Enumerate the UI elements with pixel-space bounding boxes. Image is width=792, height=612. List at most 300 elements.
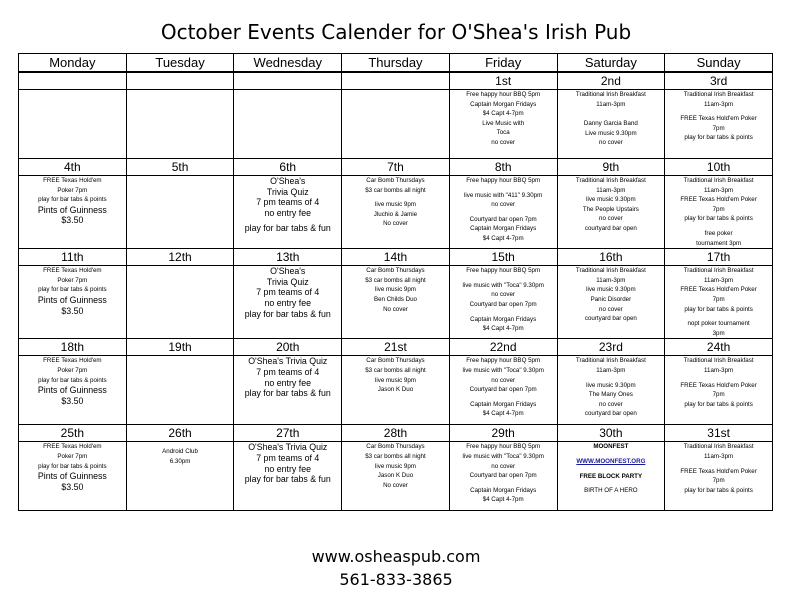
event-line-wrap bbox=[234, 309, 341, 320]
event-line: FREE Texas Hold'em Poker bbox=[680, 196, 757, 204]
event-line: Trivia Quiz bbox=[266, 186, 309, 197]
events-cell bbox=[665, 356, 773, 425]
event-line-wrap bbox=[19, 385, 126, 396]
events-cell bbox=[342, 356, 450, 425]
event-line: FREE Texas Hold'em Poker bbox=[680, 467, 757, 475]
event-line: No cover bbox=[383, 220, 408, 228]
event-line: Free happy hour BBQ 5pm bbox=[466, 357, 541, 365]
event-line: FREE Texas Hold'em bbox=[43, 443, 102, 451]
event-line-wrap bbox=[234, 223, 341, 234]
event-line-wrap bbox=[342, 305, 449, 315]
date-cell: 26th bbox=[126, 425, 234, 442]
events-row bbox=[19, 176, 773, 249]
event-line-wrap bbox=[558, 457, 665, 467]
event-line-wrap bbox=[558, 486, 665, 496]
event-line-wrap bbox=[19, 396, 126, 407]
event-line-wrap bbox=[450, 138, 557, 148]
event-line: no cover bbox=[491, 376, 516, 384]
date-row bbox=[19, 159, 773, 176]
event-line-wrap bbox=[665, 124, 772, 134]
events-cell bbox=[234, 266, 342, 339]
event-line: 11am-3pm bbox=[704, 276, 734, 284]
event-line: FREE Texas Hold'em bbox=[43, 267, 102, 275]
event-line-wrap bbox=[450, 495, 557, 505]
event-line-wrap bbox=[558, 195, 665, 205]
events-cell bbox=[234, 90, 342, 159]
event-line-wrap bbox=[342, 385, 449, 395]
date-cell: 18th bbox=[19, 339, 127, 356]
event-line: Trivia Quiz bbox=[266, 276, 309, 287]
event-line-wrap bbox=[234, 378, 341, 389]
date-cell bbox=[126, 72, 234, 90]
event-line: MOONFEST bbox=[593, 443, 629, 451]
weekday-wednesday: Wednesday bbox=[234, 54, 342, 73]
event-line-wrap bbox=[558, 129, 665, 139]
event-line: Traditional Irish Breakfast bbox=[683, 267, 754, 275]
event-line: Poker 7pm bbox=[57, 366, 88, 374]
event-line: Jason K Duo bbox=[377, 386, 414, 394]
event-line-wrap bbox=[665, 366, 772, 376]
event-line-wrap bbox=[558, 390, 665, 400]
event-line: FREE Texas Hold'em Poker bbox=[680, 381, 757, 389]
date-cell: 19th bbox=[126, 339, 234, 356]
event-line: Captain Morgan Fridays bbox=[470, 400, 537, 408]
event-line: 7 pm teams of 4 bbox=[256, 287, 320, 298]
event-line: Car Bomb Thursdays bbox=[366, 443, 425, 451]
event-line-wrap bbox=[450, 266, 557, 276]
date-cell: 20th bbox=[234, 339, 342, 356]
event-line: 11am-3pm bbox=[704, 100, 734, 108]
event-line: FREE Texas Hold'em bbox=[43, 357, 102, 365]
event-line-wrap bbox=[558, 205, 665, 215]
event-line: play for bar tabs & fun bbox=[244, 474, 331, 485]
event-line-wrap bbox=[342, 376, 449, 386]
event-line-wrap bbox=[234, 208, 341, 219]
event-line: Car Bomb Thursdays bbox=[366, 357, 425, 365]
event-line-wrap bbox=[665, 329, 772, 339]
event-line-wrap bbox=[234, 464, 341, 475]
event-line-wrap bbox=[665, 229, 772, 239]
event-line: Traditional Irish Breakfast bbox=[683, 443, 754, 451]
event-line-wrap bbox=[234, 277, 341, 288]
event-line-wrap bbox=[342, 471, 449, 481]
event-line: Free happy hour BBQ 5pm bbox=[466, 177, 541, 184]
event-line-wrap bbox=[450, 90, 557, 100]
event-line-wrap bbox=[342, 266, 449, 276]
date-cell: 7th bbox=[342, 159, 450, 176]
date-cell: 9th bbox=[557, 159, 665, 176]
event-line: play for bar tabs & points bbox=[38, 462, 107, 470]
events-cell bbox=[342, 266, 450, 339]
date-row bbox=[19, 249, 773, 266]
event-line-wrap bbox=[450, 442, 557, 452]
event-line-wrap bbox=[558, 276, 665, 286]
date-cell: 23rd bbox=[557, 339, 665, 356]
event-line: $3 car bombs all night bbox=[365, 186, 426, 194]
event-line: Courtyard bar open 7pm bbox=[469, 300, 537, 308]
weekday-sunday: Sunday bbox=[665, 54, 773, 73]
event-line-wrap bbox=[342, 176, 449, 186]
event-line-wrap bbox=[450, 471, 557, 481]
event-line-wrap bbox=[127, 457, 234, 467]
date-cell: 21st bbox=[342, 339, 450, 356]
event-line: play for bar tabs & points bbox=[38, 286, 107, 294]
event-line: Jason K Duo bbox=[377, 472, 414, 480]
event-line-wrap bbox=[665, 442, 772, 452]
event-line-wrap bbox=[19, 276, 126, 286]
event-line-wrap bbox=[450, 366, 557, 376]
event-line: nopt poker tournament bbox=[687, 320, 750, 328]
event-line-wrap bbox=[665, 381, 772, 391]
event-line-wrap bbox=[234, 187, 341, 198]
event-line-wrap bbox=[19, 482, 126, 493]
event-line: Poker 7pm bbox=[57, 186, 88, 194]
event-line-wrap bbox=[450, 356, 557, 366]
event-line: Poker 7pm bbox=[57, 452, 88, 460]
events-cell bbox=[342, 442, 450, 511]
event-line-wrap bbox=[665, 239, 772, 249]
events-row bbox=[19, 442, 773, 511]
event-line: 11am-3pm bbox=[596, 276, 626, 284]
event-line-wrap bbox=[450, 400, 557, 410]
event-line: play for bar tabs & points bbox=[684, 305, 753, 313]
date-cell: 29th bbox=[449, 425, 557, 442]
weekday-friday: Friday bbox=[449, 54, 557, 73]
event-line: Courtyard bar open 7pm bbox=[469, 472, 537, 480]
event-line-wrap bbox=[19, 205, 126, 216]
events-cell bbox=[19, 442, 127, 511]
event-line-wrap bbox=[19, 285, 126, 295]
event-line-wrap bbox=[19, 366, 126, 376]
events-cell bbox=[665, 442, 773, 511]
event-line: play for bar tabs & points bbox=[684, 486, 753, 494]
event-line-wrap bbox=[450, 119, 557, 129]
event-line: 11am-3pm bbox=[596, 366, 626, 374]
event-line-wrap bbox=[19, 266, 126, 276]
event-line-wrap bbox=[19, 195, 126, 205]
event-line-wrap bbox=[558, 442, 665, 452]
event-line-wrap bbox=[558, 285, 665, 295]
event-line: live music with "411" 9.30pm bbox=[464, 191, 543, 199]
event-line-wrap bbox=[234, 266, 341, 277]
event-line-wrap bbox=[19, 442, 126, 452]
date-cell: 2nd bbox=[557, 72, 665, 90]
event-line-wrap bbox=[665, 295, 772, 305]
event-line: Pints of Guinness bbox=[37, 294, 107, 305]
event-line: Toca bbox=[496, 129, 510, 137]
event-line: no cover bbox=[491, 138, 516, 146]
date-row bbox=[19, 339, 773, 356]
events-row bbox=[19, 356, 773, 425]
event-line: 3pm bbox=[712, 329, 725, 337]
event-line: $4 Capt 4-7pm bbox=[482, 410, 524, 418]
event-line: FREE BLOCK PARTY bbox=[579, 472, 643, 480]
date-cell: 16th bbox=[557, 249, 665, 266]
event-line-wrap bbox=[450, 486, 557, 496]
event-line: No cover bbox=[383, 305, 408, 313]
event-line-wrap bbox=[558, 214, 665, 224]
event-line-wrap bbox=[234, 388, 341, 399]
event-line-wrap bbox=[342, 276, 449, 286]
event-line-wrap bbox=[19, 176, 126, 186]
event-line-wrap bbox=[19, 471, 126, 482]
event-line: Free happy hour BBQ 5pm bbox=[466, 443, 541, 451]
event-line-wrap bbox=[665, 356, 772, 366]
event-line: Pints of Guinness bbox=[37, 471, 107, 482]
date-cell: 15th bbox=[449, 249, 557, 266]
event-line: Captain Morgan Fridays bbox=[470, 315, 537, 323]
event-line: The People Upstairs bbox=[582, 205, 639, 213]
date-cell: 8th bbox=[449, 159, 557, 176]
event-line: $4 Capt 4-7pm bbox=[482, 496, 524, 504]
events-cell bbox=[342, 176, 450, 249]
event-line: play for bar tabs & points bbox=[38, 196, 107, 204]
event-line: O'Shea's bbox=[270, 176, 306, 186]
event-line-wrap bbox=[342, 462, 449, 472]
event-line: play for bar tabs & fun bbox=[244, 308, 331, 319]
date-cell: 13th bbox=[234, 249, 342, 266]
event-line: Live music 9.30pm bbox=[585, 129, 637, 137]
event-line-wrap bbox=[665, 195, 772, 205]
event-line-wrap bbox=[665, 186, 772, 196]
events-cell bbox=[342, 90, 450, 159]
events-cell bbox=[234, 356, 342, 425]
event-line: 11am-3pm bbox=[596, 100, 626, 108]
event-line: No cover bbox=[383, 481, 408, 489]
event-line: $4 Capt 4-7pm bbox=[482, 325, 524, 333]
event-line-wrap bbox=[342, 452, 449, 462]
event-line-wrap bbox=[450, 315, 557, 325]
event-line-wrap bbox=[450, 234, 557, 244]
event-line-wrap bbox=[558, 224, 665, 234]
event-line: free poker bbox=[704, 229, 733, 237]
event-line: $3.50 bbox=[61, 305, 84, 316]
date-cell: 6th bbox=[234, 159, 342, 176]
event-line-wrap bbox=[558, 295, 665, 305]
event-line-wrap bbox=[558, 119, 665, 129]
event-line-wrap bbox=[342, 210, 449, 220]
event-line: Traditional Irish Breakfast bbox=[683, 357, 754, 365]
event-line: no entry fee bbox=[264, 297, 311, 308]
event-line-wrap bbox=[127, 447, 234, 457]
event-line: 7pm bbox=[712, 477, 725, 485]
event-line: Pints of Guinness bbox=[37, 204, 107, 215]
phone-number: 561-833-3865 bbox=[339, 570, 453, 589]
event-line-wrap bbox=[558, 472, 665, 482]
event-line-wrap bbox=[234, 356, 341, 367]
events-cell bbox=[557, 176, 665, 249]
event-line-wrap bbox=[558, 266, 665, 276]
date-cell: 24th bbox=[665, 339, 773, 356]
event-line: no cover bbox=[491, 291, 516, 299]
event-line: live music with "Toca" 9.30pm bbox=[462, 366, 544, 374]
event-line: courtyard bar open bbox=[584, 224, 637, 232]
events-cell bbox=[126, 356, 234, 425]
event-line-wrap bbox=[342, 366, 449, 376]
date-row bbox=[19, 425, 773, 442]
event-line: O'Shea's Trivia Quiz bbox=[248, 356, 328, 367]
event-line: 11am-3pm bbox=[596, 186, 626, 194]
event-line: 7 pm teams of 4 bbox=[256, 452, 320, 463]
event-line-wrap bbox=[665, 205, 772, 215]
event-line: live music with "Toca" 9.30pm bbox=[462, 452, 544, 460]
event-line: $3.50 bbox=[61, 215, 84, 226]
date-cell: 10th bbox=[665, 159, 773, 176]
weekday-thursday: Thursday bbox=[342, 54, 450, 73]
event-line-wrap bbox=[450, 324, 557, 334]
weekday-header-row bbox=[19, 54, 773, 73]
event-line: play for bar tabs & fun bbox=[244, 223, 331, 234]
event-line-wrap bbox=[234, 298, 341, 309]
date-row bbox=[19, 72, 773, 90]
events-cell bbox=[19, 90, 127, 159]
events-cell bbox=[234, 442, 342, 511]
event-line-wrap bbox=[234, 442, 341, 453]
event-line: no entry fee bbox=[264, 463, 311, 474]
event-line: 7pm bbox=[712, 295, 725, 303]
event-line-wrap bbox=[558, 138, 665, 148]
events-row bbox=[19, 90, 773, 159]
date-cell: 22nd bbox=[449, 339, 557, 356]
event-line-wrap bbox=[19, 215, 126, 226]
event-line: $3 car bombs all night bbox=[365, 366, 426, 374]
event-line-wrap bbox=[665, 285, 772, 295]
events-cell bbox=[449, 176, 557, 249]
event-line-wrap bbox=[450, 290, 557, 300]
date-cell: 14th bbox=[342, 249, 450, 266]
events-row bbox=[19, 266, 773, 339]
event-line: BIRTH OF A HERO bbox=[584, 487, 638, 495]
event-line: $3 car bombs all night bbox=[365, 452, 426, 460]
events-cell bbox=[557, 442, 665, 511]
event-line-wrap bbox=[558, 366, 665, 376]
date-cell bbox=[19, 72, 127, 90]
events-cell bbox=[449, 442, 557, 511]
events-cell bbox=[126, 442, 234, 511]
event-line-wrap bbox=[19, 186, 126, 196]
event-line: 7pm bbox=[712, 391, 725, 399]
event-line: no cover bbox=[599, 139, 623, 147]
event-line-wrap bbox=[665, 90, 772, 100]
event-line: Traditional Irish Breakfast bbox=[575, 267, 646, 275]
events-cell bbox=[557, 356, 665, 425]
event-line-wrap bbox=[450, 128, 557, 138]
event-line-wrap bbox=[665, 319, 772, 329]
date-cell bbox=[234, 72, 342, 90]
event-line-wrap bbox=[665, 114, 772, 124]
event-line: no cover bbox=[599, 400, 623, 408]
event-line-wrap bbox=[558, 90, 665, 100]
event-line: Panic Disorder bbox=[590, 295, 632, 303]
event-line: $3.50 bbox=[61, 395, 84, 406]
event-link[interactable]: WWW.MOONFEST.ORG bbox=[576, 457, 646, 465]
event-line: Car Bomb Thursdays bbox=[366, 177, 425, 184]
event-line: 11am-3pm bbox=[704, 186, 734, 194]
events-cell bbox=[449, 266, 557, 339]
event-line-wrap bbox=[665, 467, 772, 477]
event-line-wrap bbox=[665, 276, 772, 286]
event-line: The Many Ones bbox=[588, 391, 633, 399]
event-line-wrap bbox=[558, 314, 665, 324]
event-line: Captain Morgan Fridays bbox=[470, 100, 537, 108]
events-cell bbox=[234, 176, 342, 249]
event-line: 6.30pm bbox=[169, 457, 191, 465]
event-line-wrap bbox=[558, 400, 665, 410]
event-line-wrap bbox=[450, 385, 557, 395]
events-cell bbox=[126, 176, 234, 249]
event-line: live music 9.30pm bbox=[586, 196, 636, 204]
event-line-wrap bbox=[450, 462, 557, 472]
event-line-wrap bbox=[450, 215, 557, 225]
event-line: 11am-3pm bbox=[704, 366, 734, 374]
event-line: FREE Texas Hold'em Poker bbox=[680, 286, 757, 294]
event-line: live music 9pm bbox=[375, 376, 416, 384]
event-line-wrap bbox=[234, 367, 341, 378]
event-line-wrap bbox=[558, 409, 665, 419]
event-line: Free happy hour BBQ 5pm bbox=[466, 91, 541, 98]
event-line: 7pm bbox=[712, 124, 725, 132]
events-cell bbox=[557, 90, 665, 159]
events-cell bbox=[19, 176, 127, 249]
date-cell bbox=[342, 72, 450, 90]
event-line-wrap bbox=[342, 285, 449, 295]
event-line-wrap bbox=[450, 409, 557, 419]
event-line-wrap bbox=[558, 186, 665, 196]
calendar-title: October Events Calender for O'Shea's Irish Pub bbox=[160, 20, 632, 44]
event-line: 7 pm teams of 4 bbox=[256, 366, 320, 377]
event-line: Pints of Guinness bbox=[37, 385, 107, 396]
event-line-wrap bbox=[450, 300, 557, 310]
date-cell: 12th bbox=[126, 249, 234, 266]
date-cell: 27th bbox=[234, 425, 342, 442]
event-line-wrap bbox=[665, 452, 772, 462]
date-cell: 11th bbox=[19, 249, 127, 266]
date-cell: 3rd bbox=[665, 72, 773, 90]
event-line-wrap bbox=[450, 191, 557, 201]
event-line: tournament 3pm bbox=[696, 239, 742, 247]
event-line: courtyard bar open bbox=[584, 315, 637, 323]
event-line: Traditional Irish Breakfast bbox=[575, 357, 646, 365]
event-line-wrap bbox=[665, 476, 772, 486]
event-line-wrap bbox=[665, 214, 772, 224]
calendar-body bbox=[19, 72, 773, 511]
event-line-wrap bbox=[450, 176, 557, 186]
event-line: no cover bbox=[491, 201, 516, 209]
event-line-wrap bbox=[19, 295, 126, 306]
event-line-wrap bbox=[665, 486, 772, 496]
date-cell: 5th bbox=[126, 159, 234, 176]
event-line: play for bar tabs & points bbox=[684, 134, 753, 142]
event-line: Ben Childs Duo bbox=[373, 295, 417, 303]
event-line-wrap bbox=[234, 474, 341, 485]
event-line-wrap bbox=[234, 287, 341, 298]
weekday-tuesday: Tuesday bbox=[126, 54, 234, 73]
event-line: no cover bbox=[599, 305, 623, 313]
event-line-wrap bbox=[558, 100, 665, 110]
events-cell bbox=[665, 176, 773, 249]
event-line: no cover bbox=[491, 462, 516, 470]
event-line-wrap bbox=[342, 295, 449, 305]
event-line: no cover bbox=[599, 215, 623, 223]
event-line: Poker 7pm bbox=[57, 276, 88, 284]
event-line: Free happy hour BBQ 5pm bbox=[466, 267, 541, 275]
event-line-wrap bbox=[665, 100, 772, 110]
event-line-wrap bbox=[342, 186, 449, 196]
event-line: O'Shea's bbox=[270, 266, 306, 277]
date-cell: 28th bbox=[342, 425, 450, 442]
events-calendar bbox=[18, 53, 773, 511]
event-line-wrap bbox=[665, 400, 772, 410]
